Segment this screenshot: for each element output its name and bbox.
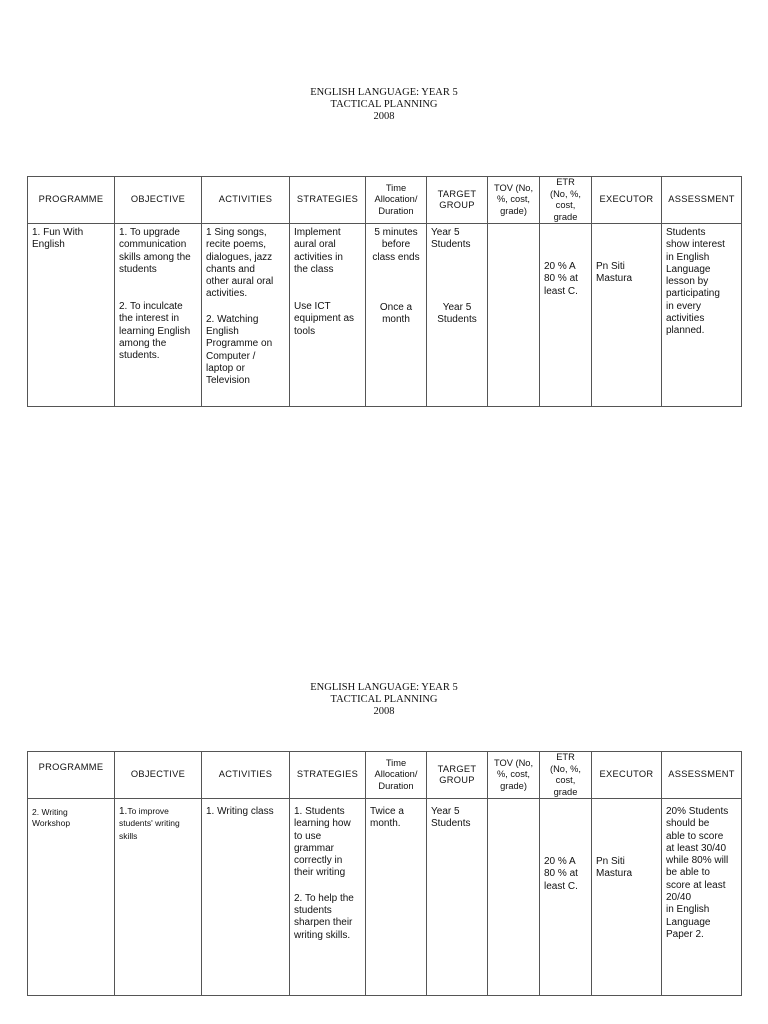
header-programme: PROGRAMME (28, 177, 115, 224)
target-group-1: Year 5 Students (431, 227, 471, 251)
tov-cell (488, 799, 540, 996)
header-objective: OBJECTIVE (115, 752, 202, 799)
strategy-1: Implement aural oral activities in the class (294, 227, 343, 275)
table-row (28, 799, 742, 996)
strategies-cell (290, 224, 366, 407)
tactical-planning-table-2 (27, 751, 742, 996)
document-year: 2008 (373, 111, 395, 122)
strategy-2: 2. To help the students sharpen their writing skills. (294, 892, 354, 941)
header-tov: TOV (No, %, cost, grade) (488, 177, 540, 224)
assessment-text: 20% Students should be able to score at least 30/40 while 80% will be able to score at least 20/40 in English Language Paper 2. (666, 806, 729, 940)
objective-cell (115, 799, 202, 996)
objective-1 (115, 799, 201, 843)
programme-text: 2. Writing Workshop (32, 807, 71, 828)
activity-1: 1 Sing songs, recite poems, dialogues, jazz chants and other aural oral activities. (206, 227, 274, 300)
tactical-planning-table-1 (27, 176, 742, 407)
strategies-cell (290, 799, 366, 996)
objective-1: 1. To upgrade communication skills among the students (119, 227, 191, 275)
target-group-cell (427, 224, 488, 407)
objective-2: 2. To inculcate the interest in learning English among the students. (119, 301, 191, 362)
programme-text: 1. Fun With English (32, 227, 84, 251)
assessment-cell (662, 799, 742, 996)
activities-cell (202, 224, 290, 407)
document-subject: ENGLISH LANGUAGE: YEAR 5 (310, 87, 458, 98)
header-time: Time Allocation/ Duration (366, 177, 427, 224)
activity-1: 1. Writing class (206, 806, 274, 817)
header-row (28, 752, 742, 799)
header-objective: OBJECTIVE (115, 177, 202, 224)
time-text: Twice a month. (370, 806, 404, 830)
header-programme: PROGRAMME (28, 752, 115, 799)
strategy-2: Use ICT equipment as tools (294, 301, 355, 337)
header-target-group: TARGET GROUP (427, 752, 488, 799)
executor-cell (592, 799, 662, 996)
header-row (28, 177, 742, 224)
header-target-group: TARGET GROUP (427, 177, 488, 224)
document-year: 2008 (373, 706, 395, 717)
header-assessment: ASSESSMENT (662, 752, 742, 799)
document-heading: TACTICAL PLANNING (330, 99, 438, 110)
tov-cell (488, 224, 540, 407)
header-strategies: STRATEGIES (290, 177, 366, 224)
etr-cell (540, 799, 592, 996)
table-row (28, 224, 742, 407)
header-strategies: STRATEGIES (290, 752, 366, 799)
header-activities: ACTIVITIES (202, 177, 290, 224)
activities-cell (202, 799, 290, 996)
tov-text (488, 224, 539, 227)
etr-text: 20 % A 80 % at least C. (544, 261, 578, 297)
target-group-2: Year 5 Students (437, 301, 477, 325)
strategy-1: 1. Students learning how to use grammar correctly in their writing (294, 806, 351, 879)
programme-cell (28, 224, 115, 407)
header-time: Time Allocation/ Duration (366, 752, 427, 799)
header-assessment: ASSESSMENT (662, 177, 742, 224)
tov-text (488, 799, 539, 802)
target-group-cell (427, 799, 488, 996)
time-cell (366, 799, 427, 996)
etr-text: 20 % A 80 % at least C. (544, 856, 578, 892)
activity-2: 2. Watching English Programme on Computer / laptop or Television (206, 313, 273, 387)
programme-cell (28, 799, 115, 996)
objective-cell (115, 224, 202, 407)
header-tov: TOV (No, %, cost, grade) (488, 752, 540, 799)
section-2-title (0, 682, 768, 718)
document-heading: TACTICAL PLANNING (330, 694, 438, 705)
header-etr: ETR (No, %, cost, grade (540, 177, 592, 224)
time-cell (366, 224, 427, 407)
executor-cell (592, 224, 662, 407)
objective-text: To improve students' writing skills (119, 806, 180, 841)
header-executor: EXECUTOR (592, 752, 662, 799)
header-executor: EXECUTOR (592, 177, 662, 224)
time-2: Once a month (379, 301, 413, 326)
executor-text: Pn Siti Mastura (596, 261, 633, 285)
time-1: 5 minutes before class ends (372, 227, 420, 263)
header-activities: ACTIVITIES (202, 752, 290, 799)
assessment-cell (662, 224, 742, 407)
assessment-text: Students show interest in English Language lesson by participating in every activities planned. (666, 227, 725, 337)
header-etr: ETR (No, %, cost, grade (540, 752, 592, 799)
section-1-title (0, 87, 768, 123)
executor-text: Pn Siti Mastura (596, 856, 633, 880)
etr-cell (540, 224, 592, 407)
document-subject: ENGLISH LANGUAGE: YEAR 5 (310, 682, 458, 693)
objective-number: 1. (119, 806, 128, 817)
target-group-text: Year 5 Students (431, 806, 471, 830)
